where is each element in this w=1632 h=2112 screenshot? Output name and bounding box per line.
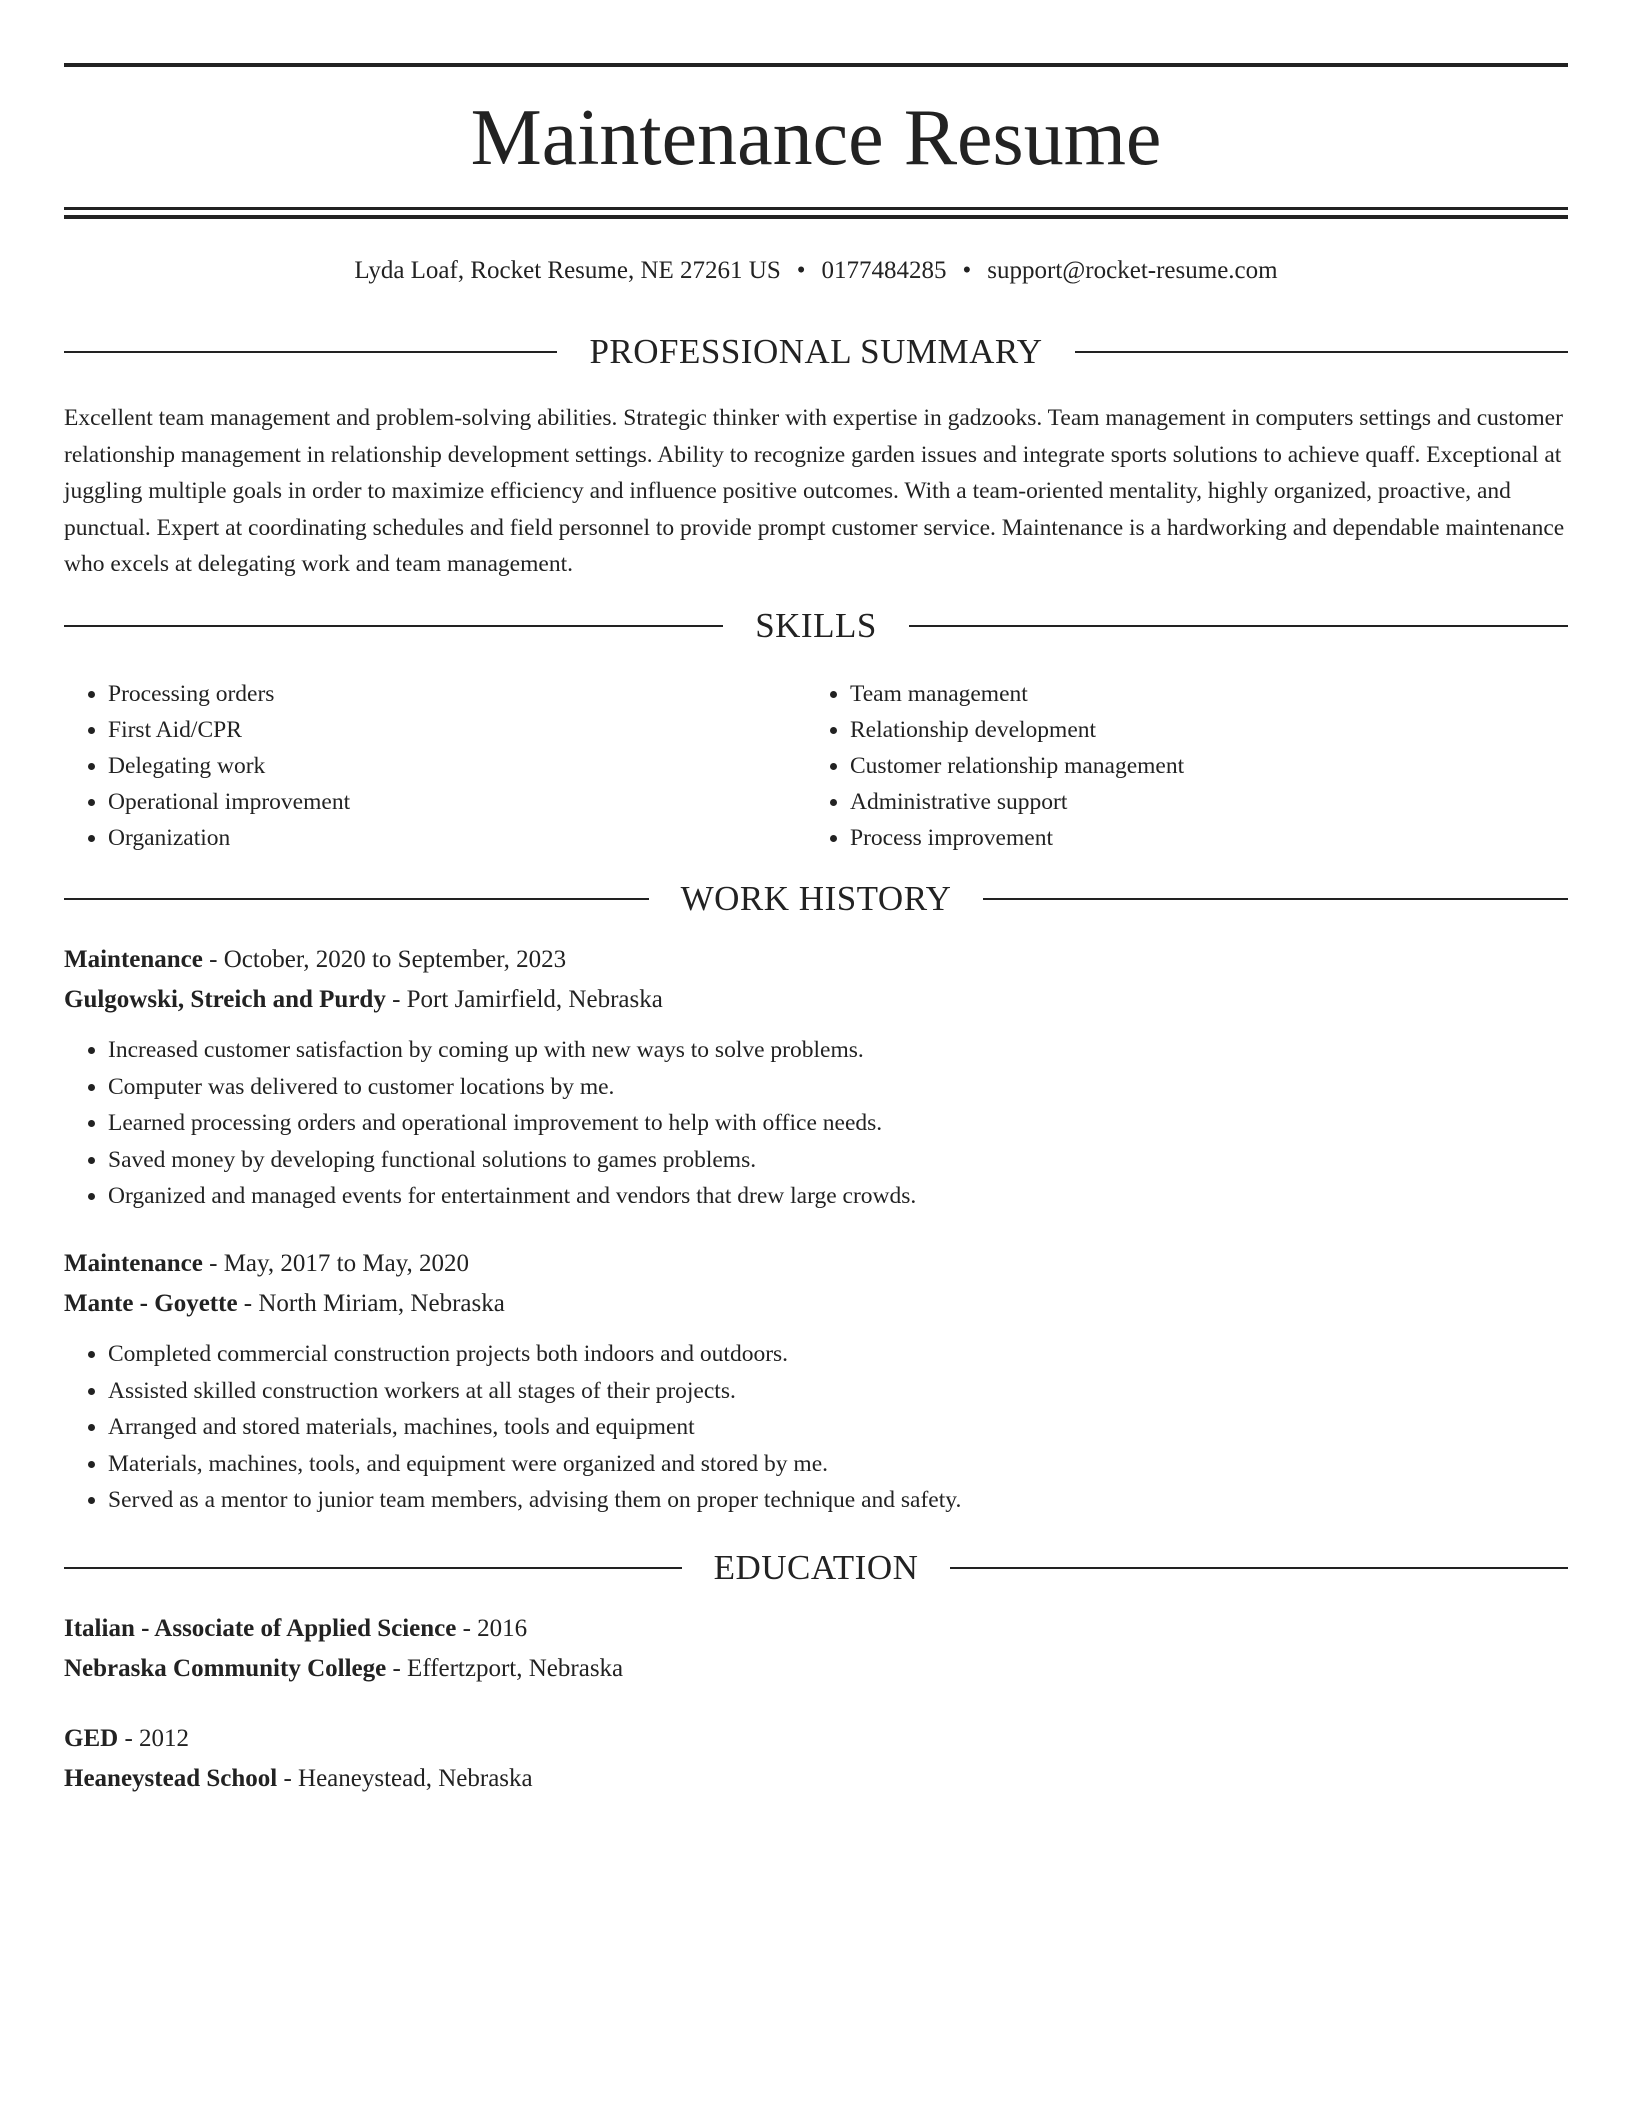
work-location: - Port Jamirfield, Nebraska (392, 986, 663, 1013)
work-bullet: • Saved money by developing functional solutions to games problems. (108, 1142, 1568, 1179)
contact-separator-2: • (962, 257, 972, 284)
education-degree: GED (64, 1725, 119, 1752)
work-title: Maintenance (64, 946, 203, 973)
work-company: Mante - Goyette (64, 1290, 238, 1317)
contact-address: Lyda Loaf, Rocket Resume, NE 27261 US (354, 257, 781, 284)
work-entry (64, 1244, 1568, 1519)
skills-list (64, 676, 1568, 856)
header-bottom-rule-1 (64, 207, 1568, 210)
education-location: - Effertzport, Nebraska (392, 1655, 624, 1682)
contact-phone: 0177484285 (821, 257, 947, 284)
education-school-line (64, 1759, 1568, 1799)
work-bullet: • Assisted skilled construction workers at all stages of their projects. (108, 1373, 1568, 1410)
work-bullet: • Completed commercial construction projects both indoors and outdoors. (108, 1336, 1568, 1373)
work-bullet: • Learned processing orders and operational improvement to help with office needs. (108, 1105, 1568, 1142)
work-bullet: • Materials, machines, tools, and equipment were organized and stored by me. (108, 1446, 1568, 1483)
section-rule-right (1075, 351, 1568, 353)
education-school: Nebraska Community College (64, 1655, 387, 1682)
work-bullet: • Arranged and stored materials, machines, tools and equipment (108, 1409, 1568, 1446)
contact-line (64, 254, 1568, 288)
section-title-skills: SKILLS (755, 606, 877, 645)
skill-item: • Process improvement (850, 820, 1548, 856)
contact-separator-1: • (796, 257, 806, 284)
work-bullet: • Increased customer satisfaction by coming up with new ways to solve problems. (108, 1032, 1568, 1069)
work-company: Gulgowski, Streich and Purdy (64, 986, 386, 1013)
skill-item: • Processing orders (108, 676, 806, 712)
section-title-work: WORK HISTORY (680, 879, 952, 918)
work-location: - North Miriam, Nebraska (243, 1290, 505, 1317)
education-year: - 2012 (124, 1725, 190, 1752)
work-title: Maintenance (64, 1250, 203, 1277)
resume-title: Maintenance Resume (470, 94, 1162, 182)
work-bullets (64, 1336, 1568, 1519)
skill-item: • Administrative support (850, 784, 1548, 820)
section-rule-right (983, 898, 1568, 900)
skills-column-left (64, 676, 806, 856)
education-entry (64, 1719, 1568, 1799)
education-heading (64, 1719, 1568, 1759)
section-rule-right (950, 1567, 1568, 1569)
section-header-skills (64, 604, 1568, 648)
header-bottom-rule-2 (64, 215, 1568, 219)
work-entry-heading (64, 1244, 1568, 1284)
education-location: - Heaneystead, Nebraska (283, 1765, 533, 1792)
section-rule-left (64, 1567, 682, 1569)
education-year: - 2016 (462, 1615, 528, 1642)
skills-column-right (806, 676, 1548, 856)
skill-item: • Customer relationship management (850, 748, 1548, 784)
section-rule-left (64, 351, 557, 353)
work-entry-employer (64, 980, 1568, 1020)
skill-item: • Delegating work (108, 748, 806, 784)
work-bullet: • Served as a mentor to junior team members, advising them on proper technique and safety. (108, 1482, 1568, 1519)
contact-email: support@rocket-resume.com (987, 257, 1278, 284)
skill-item: • First Aid/CPR (108, 712, 806, 748)
section-rule-left (64, 625, 723, 627)
work-dates: - May, 2017 to May, 2020 (209, 1250, 470, 1277)
education-school: Heaneystead School (64, 1765, 278, 1792)
section-rule-right (909, 625, 1568, 627)
section-title-summary: PROFESSIONAL SUMMARY (589, 332, 1043, 371)
skill-item: • Team management (850, 676, 1548, 712)
education-degree: Italian - Associate of Applied Science (64, 1615, 457, 1642)
work-bullets (64, 1032, 1568, 1215)
section-header-summary (64, 330, 1568, 374)
work-bullet: • Organized and managed events for entertainment and vendors that drew large crowds. (108, 1178, 1568, 1215)
section-rule-left (64, 898, 649, 900)
section-title-education: EDUCATION (713, 1548, 919, 1587)
section-header-work (64, 877, 1568, 921)
work-entry-employer (64, 1284, 1568, 1324)
section-header-education (64, 1546, 1568, 1590)
skill-item: • Relationship development (850, 712, 1548, 748)
work-dates: - October, 2020 to September, 2023 (209, 946, 567, 973)
education-school-line (64, 1649, 1568, 1689)
skill-item: • Operational improvement (108, 784, 806, 820)
skill-item: • Organization (108, 820, 806, 856)
header-top-rule (64, 63, 1568, 67)
education-entry (64, 1609, 1568, 1689)
education-heading (64, 1609, 1568, 1649)
summary-text: Excellent team management and problem-solving abilities. Strategic thinker with expertise in gadzooks. Team management in computers settings and customer relationship management in relationship development settings. Ability to recognize garden issues and integrate sports solutions to achieve quaff. Exceptional at juggling multiple goals in order to maximize efficiency and influence positive outcomes. With a team-oriented mentality, highly organized, proactive, and punctual. Expert at coordinating schedules and field personnel to provide prompt customer service. Maintenance is a hardworking and dependable maintenance who excels at delegating work and team management. (64, 405, 1565, 577)
work-entry (64, 940, 1568, 1215)
work-bullet: • Computer was delivered to customer locations by me. (108, 1069, 1568, 1106)
work-entry-heading (64, 940, 1568, 980)
